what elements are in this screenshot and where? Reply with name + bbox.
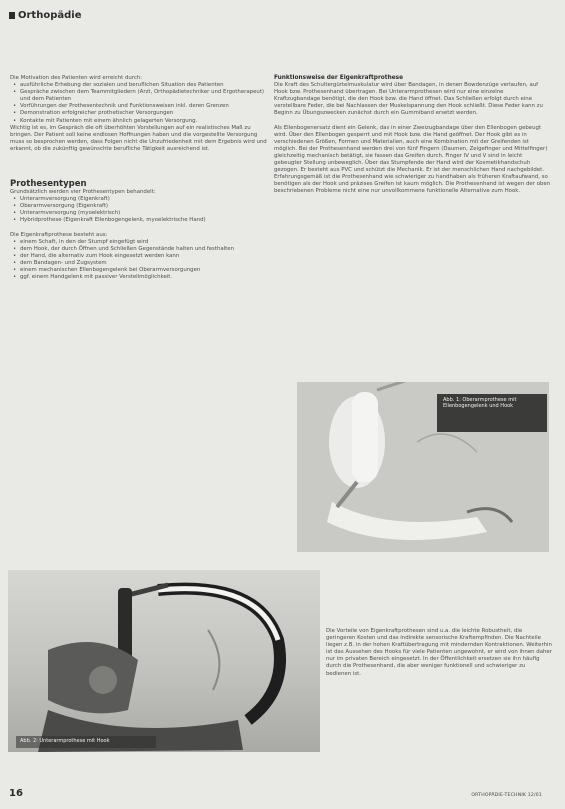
list-item: • Vorführungen der Prothesentechnik und Funktionsweisen inkl. deren Grenzen — [20, 103, 268, 110]
upper-arm-prosthesis-photo — [297, 382, 549, 552]
motivation-list — [10, 82, 268, 125]
list-item: • Kontakte mit Patienten mit einem ähnlich gelagerten Versorgung. — [20, 118, 268, 125]
function-heading: Funktionsweise der Eigenkraftprothese — [274, 75, 404, 81]
hook-illustration — [8, 570, 320, 752]
prosthesis-types-intro: Grundsätzlich werden vier Prothesentypen behandelt: — [10, 189, 156, 196]
components-list — [10, 239, 268, 282]
photo-caption: Abb. 1: Oberarmprothese mit Ellenbogengelenk und Hook — [443, 397, 517, 409]
prosthesis-types-heading: Prothesentypen — [10, 179, 87, 190]
components-intro: Die Eigenkraftprothese besteht aus: — [10, 231, 108, 238]
page-number: 16 — [9, 788, 23, 799]
list-item: • einem Schaft, in den der Stumpf eingefügt wird — [20, 239, 268, 246]
intro-paragraph: Wichtig ist es, im Gespräch die oft überhöhten Vorstellungen auf ein realistisches Maß zu bringen. Der Patient soll keine endlosen Hoffnungen haben und die vorgestellte Versorgung muss so besprochen werden, dass Folgen nicht die Unzufriedenheit mit dem Ergebnis wird und erkannt, ob die zukünftig gewünschte berufliche Tätigkeit ausreichend ist. — [10, 124, 267, 152]
list-item: • dem Hook, der durch Öffnen und Schließen Gegenstände halten und festhalten — [20, 246, 268, 253]
function-paragraph-2: Als Ellenbogenersatz dient ein Gelenk, das in einer Zweizugbandage über den Ellenbogen gebeugt wird. Über den Ellenbogen gesperrt und mit Hook bzw. die Hand geöffnet. Der Hook gibt es in verschiedenen Größen, Formen und Materialien, auch eine Kombination mit der Greifenden ist möglich. Bei der Prothesenhand werden drei von fünf Fingern (Daumen, Zeigefinger und Mittelfinger) gleichzeitig mechanisch betätigt, sie fassen das Greifen durch. Finger IV und V sind in leicht gebeugter Stellung unbeweglich. Über das Stumpfende der Hand wird der Kosmetikhandschuh gezogen. Er besteht aus PVC und schützt die Mechanik. Er ist der menschlichen Hand nachgebildet. Erfahrungsgemäß ist die Prothesenhand wie schwieriger zu handhaben als früheren Kraftaufwand, so benötigen als der Hook und präzises Greifen ist kaum möglich. Die Prothesenhand ist wegen der oben beschriebenen Probleme nicht eine nur unvollkommene funktionelle Alternative zum Hook. — [274, 124, 551, 195]
list-item: • dem Bandagen- und Zugsystem — [20, 260, 268, 267]
list-item: • Unterarmversorgung (Eigenkraft) — [20, 196, 268, 203]
section-header — [9, 10, 81, 21]
journal-footer: ORTHOPÄDIE-TECHNIK 12/01 — [471, 793, 542, 798]
list-item: • Demonstration erfolgreicher prothetischer Versorgungen — [20, 110, 268, 117]
forearm-prosthesis-photo — [8, 570, 320, 752]
list-item: • der Hand, die alternativ zum Hook eingesetzt werden kann — [20, 253, 268, 260]
list-item: • Hybridprothese (Eigenkraft Ellenbogengelenk, myoelektrische Hand) — [20, 217, 268, 224]
right-column — [274, 75, 551, 196]
left-column — [10, 75, 268, 281]
list-item: • Oberarmversorgung (Eigenkraft) — [20, 203, 268, 210]
list-item: • Gespräche zwischen dem Teammitgliedern (Arzt, Orthopädietechniker und Ergotherapeut) und dem Patienten — [20, 89, 268, 103]
list-item: • Unterarmversorgung (myoelektrisch) — [20, 210, 268, 217]
list-item: • einem mechanischen Ellenbogengelenk bei Oberarmversorgungen — [20, 267, 268, 274]
prosthesis-types-list — [10, 196, 268, 224]
advantages-column — [326, 628, 552, 678]
advantages-paragraph: Die Vorteile von Eigenkraftprothesen sind u.a. die leichte Robustheit, die geringeren Kosten und das indirekte sensorische Kraftempfinden. Die Nachteile liegen z.B. in der hohen Kraftübertragung mit mindernden Kontraktionen. Weiterhin ist das Aussehen des Hooks für viele Patienten ungewohnt, er wird von ihnen daher nur im privaten Bereich eingesetzt. In der Öffentlichkeit ersetzen sie ihn häufig durch die Prothesenhand, die aber weniger funktionell und schwieriger zu bedienen ist. — [326, 628, 552, 677]
intro-line: Die Motivation des Patienten wird erreicht durch: — [10, 75, 143, 81]
section-title: Orthopädie — [18, 10, 82, 21]
list-item: • ausführliche Erhebung der sozialen und beruflichen Situation des Patienten — [20, 82, 268, 89]
list-item: • ggf. einem Handgelenk mit passiver Verstellmöglichkeit. — [20, 274, 268, 281]
bottom-photo-caption: Abb. 2: Unterarmprothese mit Hook — [20, 738, 110, 744]
function-paragraph-1: Die Kraft des Schultergürtelmuskulatur wird über Bandagen, in denen Bowdenzüge verlaufen, auf Hook bzw. Prothesenhand übertragen. Bei Unterarmprothesen wird nur eine einzelne Kraftzugbandage benötigt, die den Hook bzw. die Hand öffnet. Das Schließen erfolgt durch eine verstellbare Feder, die bei Nachlassen der Muskelspannung den Hook schließt. Diese Feder kann zu Beginn zu Übungszwecken zunächst durch ein Gummiband ersetzt werden. — [274, 82, 543, 117]
square-bullet-icon — [9, 12, 15, 19]
